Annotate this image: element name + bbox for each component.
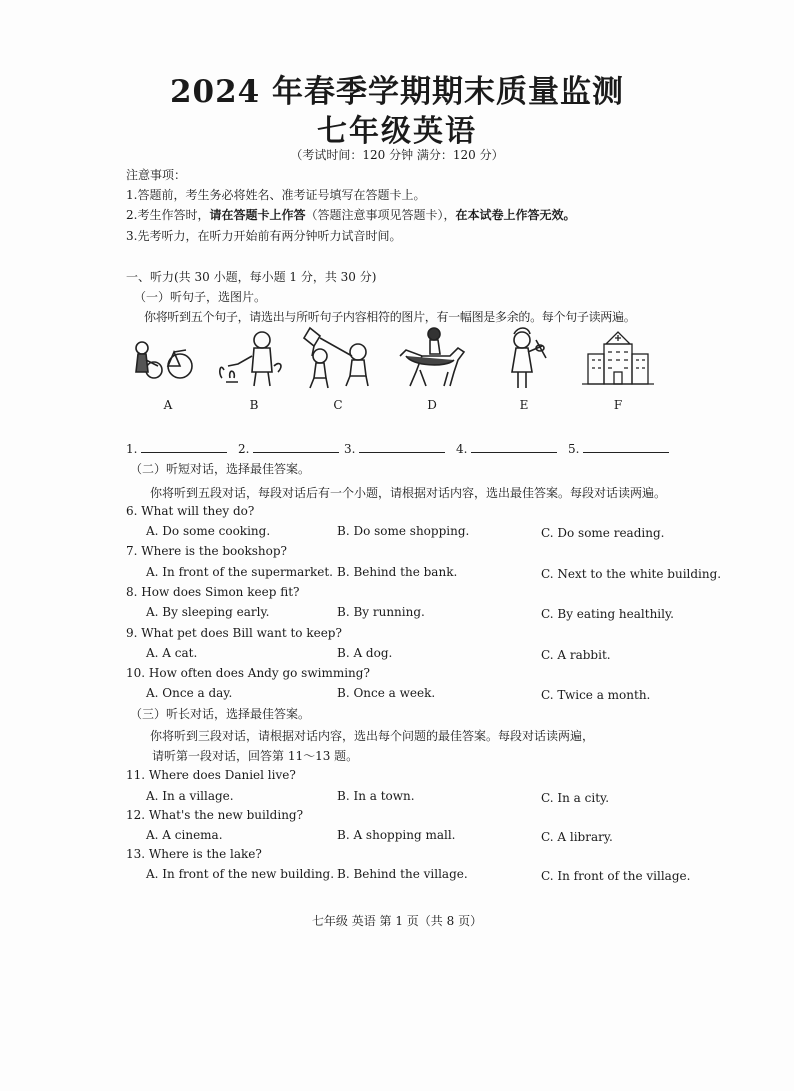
question-9: 9. What pet does Bill want to keep? bbox=[126, 626, 342, 640]
kite-flying-icon bbox=[298, 326, 378, 390]
option-8a[interactable]: A. By sleeping early. bbox=[146, 605, 270, 619]
note-2-part-b: 请在答题卡上作答 bbox=[209, 208, 306, 222]
part-2-instruction: 你将听到五段对话，每段对话后有一个小题，请根据对话内容，选出最佳答案。每段对话读两遍。 bbox=[150, 486, 667, 500]
question-6: 6. What will they do? bbox=[126, 504, 255, 518]
option-6a[interactable]: A. Do some cooking. bbox=[146, 524, 271, 538]
part-3-title: （三）听长对话，选择最佳答案。 bbox=[130, 707, 311, 721]
question-11: 11. Where does Daniel live? bbox=[126, 768, 296, 782]
option-8c[interactable]: C. By eating healthily. bbox=[541, 607, 674, 621]
option-10a[interactable]: A. Once a day. bbox=[146, 686, 233, 700]
option-11b[interactable]: B. In a town. bbox=[337, 789, 415, 803]
answer-blank-5[interactable]: 5. bbox=[568, 440, 669, 456]
option-9b[interactable]: B. A dog. bbox=[337, 646, 393, 660]
option-7b[interactable]: B. Behind the bank. bbox=[337, 565, 458, 579]
note-3: 3.先考听力，在听力开始前有两分钟听力试音时间。 bbox=[126, 229, 402, 243]
answer-blank-3[interactable]: 3. bbox=[344, 440, 445, 456]
part-3-instruction-1: 你将听到三段对话，请根据对话内容，选出每个问题的最佳答案。每段对话读两遍， bbox=[150, 729, 595, 743]
question-10: 10. How often does Andy go swimming? bbox=[126, 666, 370, 680]
picture-label-b: B bbox=[249, 398, 259, 412]
question-8: 8. How does Simon keep fit? bbox=[126, 585, 300, 599]
option-9c[interactable]: C. A rabbit. bbox=[541, 648, 611, 662]
option-10b[interactable]: B. Once a week. bbox=[337, 686, 436, 700]
picture-label-d: D bbox=[427, 398, 437, 412]
picture-label-c: C bbox=[333, 398, 343, 412]
note-2 bbox=[126, 206, 576, 223]
option-7c[interactable]: C. Next to the white building. bbox=[541, 567, 722, 581]
option-13b[interactable]: B. Behind the village. bbox=[337, 867, 468, 881]
option-10c[interactable]: C. Twice a month. bbox=[541, 688, 651, 702]
note-2-part-c: （答题注意事项见答题卡）， bbox=[305, 208, 456, 222]
picture-label-a: A bbox=[163, 398, 173, 412]
notes-title: 注意事项： bbox=[126, 168, 187, 182]
option-8b[interactable]: B. By running. bbox=[337, 605, 425, 619]
picture-options bbox=[128, 326, 668, 416]
option-11c[interactable]: C. In a city. bbox=[541, 791, 610, 805]
option-13a[interactable]: A. In front of the new building. bbox=[146, 867, 335, 881]
hospital-building-icon bbox=[578, 326, 658, 390]
part-1-instruction: 你将听到五个句子，请选出与所听句子内容相符的图片，有一幅图是多余的。每个句子读两遍。 bbox=[144, 310, 636, 324]
bicycle-repair-icon bbox=[128, 326, 208, 390]
option-13c[interactable]: C. In front of the village. bbox=[541, 869, 691, 883]
question-13: 13. Where is the lake? bbox=[126, 847, 262, 861]
question-7: 7. Where is the bookshop? bbox=[126, 544, 287, 558]
exam-info: （考试时间：120 分钟 满分：120 分） bbox=[290, 148, 504, 162]
option-12c[interactable]: C. A library. bbox=[541, 830, 613, 844]
part-1-title: （一）听句子，选图片。 bbox=[134, 290, 267, 304]
picture-label-f: F bbox=[613, 398, 623, 412]
exam-subject: 七年级英语 bbox=[317, 114, 477, 149]
part-2-title: （二）听短对话，选择最佳答案。 bbox=[130, 462, 311, 476]
violin-playing-icon bbox=[484, 326, 564, 390]
horse-riding-icon bbox=[392, 326, 472, 390]
answer-blank-1[interactable]: 1. bbox=[126, 440, 227, 456]
option-9a[interactable]: A. A cat. bbox=[146, 646, 198, 660]
part-3-instruction-2: 请听第一段对话，回答第 11～13 题。 bbox=[152, 749, 359, 763]
option-6b[interactable]: B. Do some shopping. bbox=[337, 524, 470, 538]
question-12: 12. What's the new building? bbox=[126, 808, 304, 822]
option-11a[interactable]: A. In a village. bbox=[146, 789, 234, 803]
exam-title: 2024 年春季学期期末质量监测 bbox=[169, 74, 625, 110]
section-1-title: 一、听力(共 30 小题，每小题 1 分，共 30 分) bbox=[126, 270, 377, 284]
option-12a[interactable]: A. A cinema. bbox=[146, 828, 223, 842]
option-7a[interactable]: A. In front of the supermarket. bbox=[146, 565, 333, 579]
answer-blank-2[interactable]: 2. bbox=[238, 440, 339, 456]
answer-blank-4[interactable]: 4. bbox=[456, 440, 557, 456]
note-2-part-d: 在本试卷上作答无效。 bbox=[455, 208, 576, 222]
note-2-part-a: 2.考生作答时， bbox=[126, 208, 210, 222]
note-1: 1.答题前，考生务必将姓名、准考证号填写在答题卡上。 bbox=[126, 188, 426, 202]
picture-label-e: E bbox=[519, 398, 529, 412]
page-footer: 七年级 英语 第 1 页（共 8 页） bbox=[311, 914, 483, 928]
option-12b[interactable]: B. A shopping mall. bbox=[337, 828, 456, 842]
watering-plants-icon bbox=[214, 326, 294, 390]
option-6c[interactable]: C. Do some reading. bbox=[541, 526, 665, 540]
